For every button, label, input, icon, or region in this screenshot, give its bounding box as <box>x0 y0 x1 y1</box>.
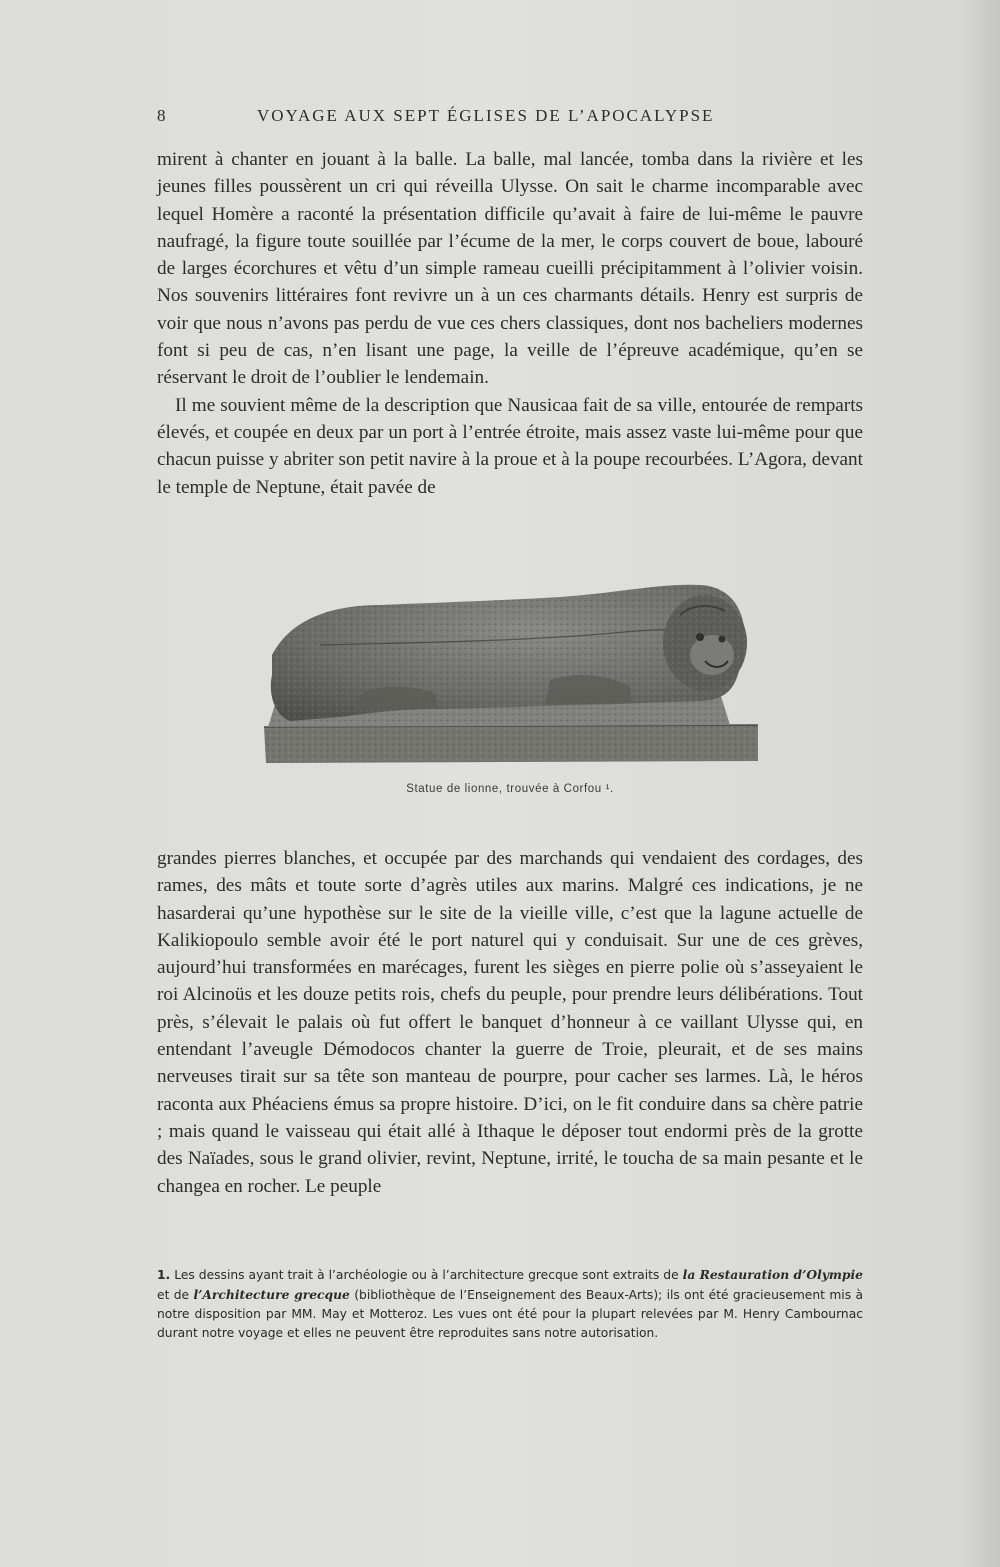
footnote-text-2: et de <box>157 1288 194 1302</box>
lioness-statue-illustration <box>260 575 760 765</box>
footnote-text-3: (bibliothèque de l’Enseignement des Beaux-Arts); ils ont été gracieusement mis à notre disposition par MM. May et Motteroz. Les vues ont été pour la plupart relevées par M. Henry Cambournac durant notre voyage et elles ne peuvent être reproduites sans notre autorisation. <box>157 1288 863 1340</box>
running-header <box>157 106 863 134</box>
footnote-paragraph <box>157 1265 863 1343</box>
figure-lioness <box>260 575 760 765</box>
footnote-title-1: la Restauration d’Olympie <box>682 1267 863 1282</box>
footnote-number: 1. <box>157 1268 171 1282</box>
page-edge-shadow <box>960 0 1000 1567</box>
paragraph-2: Il me souvient même de la description que Nausicaa fait de sa ville, entourée de remparts élevés, et coupée en deux par un port à l’entrée étroite, mais assez vaste lui-même pour que chacun puisse y abriter son petit navire à la proue et à la poupe recourbées. L’Agora, devant le temple de Neptune, était pavée de <box>157 394 863 498</box>
body-text-bottom <box>157 845 863 1200</box>
body-text-top <box>157 146 863 501</box>
footnote <box>157 1265 863 1343</box>
paragraph-1: mirent à chanter en jouant à la balle. La balle, mal lancée, tomba dans la rivière et les jeunes filles poussèrent un cri qui réveilla Ulysse. On sait le charme incomparable avec lequel Homère a raconté la présentation difficile qu’avait à faire de lui-même le pauvre naufragé, la figure toute souillée par l’écume de la mer, le corps couvert de boue, labouré de larges écorchures et vêtu d’un simple rameau cueilli précipitamment à l’olivier voisin. Nos souvenirs littéraires font revivre un à un ces charmants détails. Henry est surpris de voir que nous n’avons pas perdu de vue ces chers classiques, dont nos bacheliers modernes font si peu de cas, n’en lisant une page, la veille de l’épreuve académique, qu’en se réservant le droit de l’oublier le lendemain. <box>157 149 863 389</box>
footnote-title-2: l’Architecture grecque <box>193 1287 350 1302</box>
page-number: 8 <box>157 106 168 125</box>
footnote-text-1: Les dessins ayant trait à l’archéologie ou à l’architecture grecque sont extraits de <box>170 1268 683 1282</box>
running-title: VOYAGE AUX SEPT ÉGLISES DE L’APOCALYPSE <box>257 106 715 125</box>
figure-caption: Statue de lionne, trouvée à Corfou ¹. <box>406 783 614 795</box>
paragraph-3: grandes pierres blanches, et occupée par des marchands qui vendaient des cordages, des rames, des mâts et toute sorte d’agrès utiles aux marins. Malgré ces indications, je ne hasarderai qu’une hypothèse sur le site de la vieille ville, c’est que la lagune actuelle de Kalikiopoulo semble avoir été le port naturel qui y conduisait. Sur une de ces grèves, aujourd’hui transformées en marécages, furent les sièges en pierre polie où s’asseyaient le roi Alcinoüs et les douze petits rois, chefs du peuple, pour prendre leurs délibérations. Tout près, s’élevait le palais où fut offert le banquet d’honneur à ce vaillant Ulysse qui, en entendant l’aveugle Démodocos chanter la guerre de Troie, pleurait, et de ses mains nerveuses tirait sur sa tête son manteau de pourpre, pour cacher ses larmes. Là, le héros raconta aux Phéaciens émus sa propre histoire. D’ici, on le fit conduire dans sa chère patrie ; mais quand le vaisseau qui était allé à Ithaque le déposer tout endormi près de la grotte des Naïades, sous le grand olivier, revint, Neptune, irrité, le toucha de sa main pesante et le changea en rocher. Le peuple <box>157 848 863 1197</box>
